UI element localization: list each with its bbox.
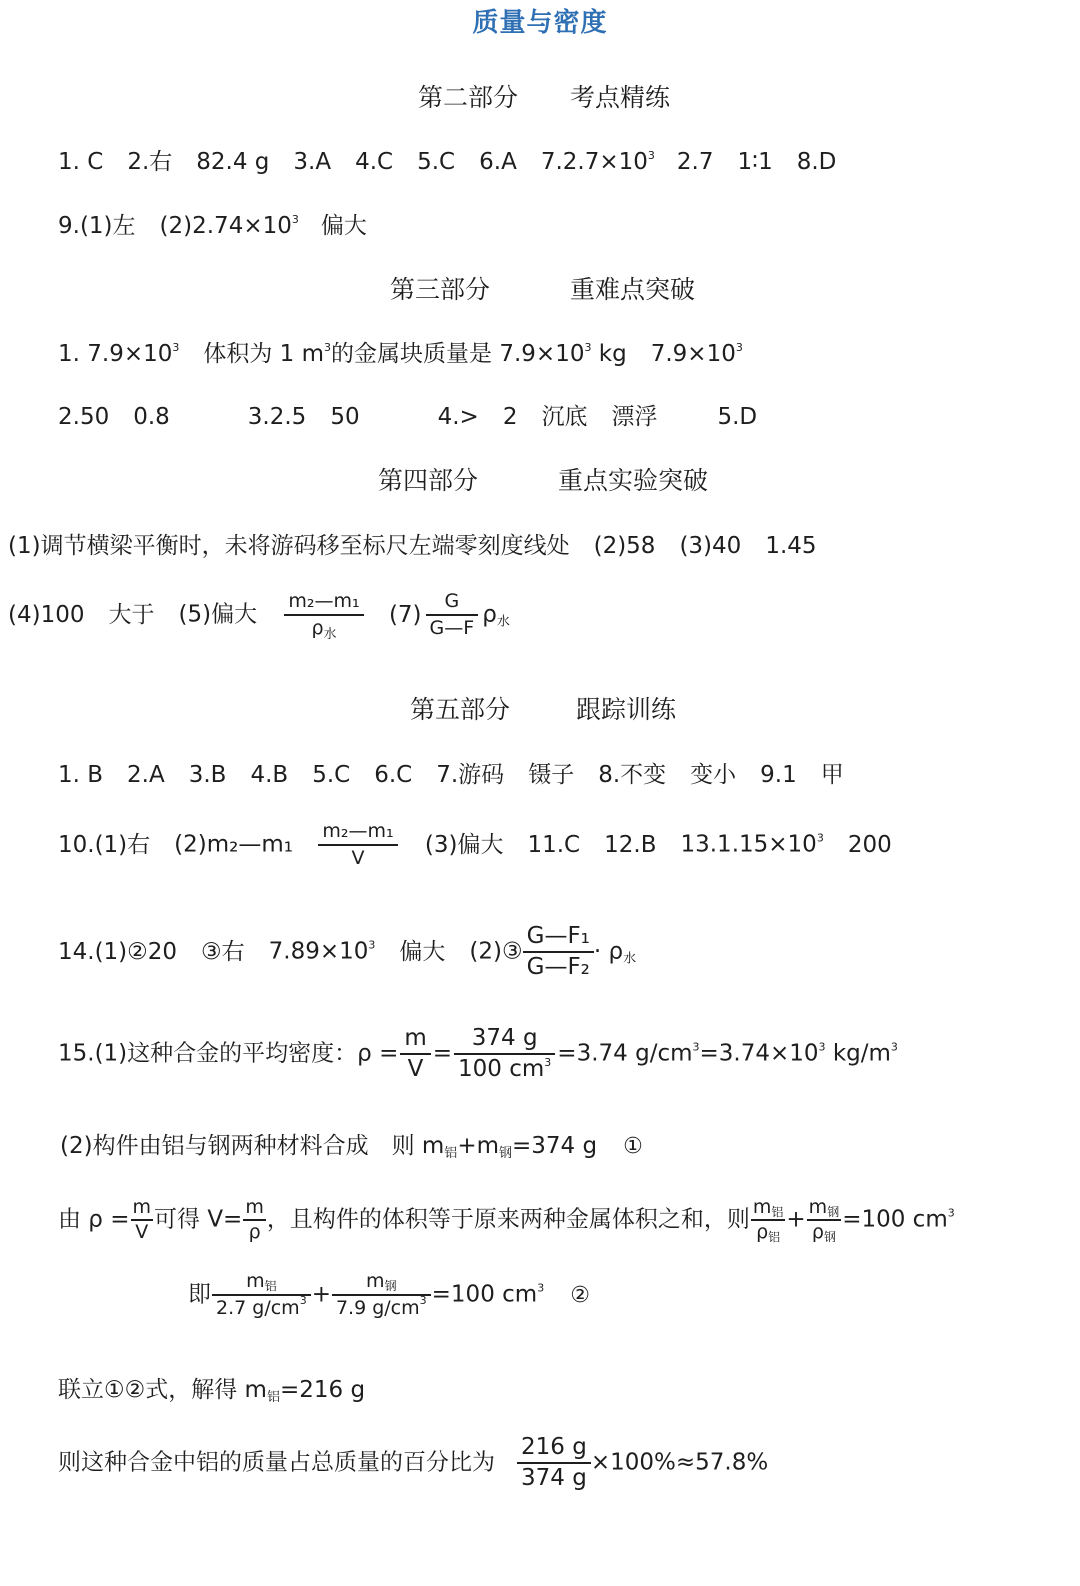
answer-item: 可得 V= — [154, 1206, 243, 1233]
answer-item: 变小 — [690, 762, 737, 788]
part4-line1 — [8, 527, 817, 560]
answer-item: 体积为 1 m — [203, 341, 325, 367]
fraction-denominator: V — [351, 847, 365, 869]
exponent: 3 — [419, 1294, 427, 1307]
answer-item: + — [786, 1206, 806, 1233]
answer-item: 漂浮 — [611, 404, 658, 430]
answer-item: (4)100 — [8, 601, 85, 628]
exponent: 3 — [324, 341, 332, 354]
q15-line6 — [58, 1436, 768, 1490]
q14-line — [58, 925, 636, 979]
fraction-denominator: ρ — [248, 1221, 261, 1243]
subscript: 铝 — [771, 1205, 784, 1219]
answer-item: 6.A — [479, 149, 517, 175]
fraction-numerator — [751, 1198, 786, 1221]
part4-line2 — [8, 590, 510, 642]
answer-item: =3.74×10 — [699, 1040, 819, 1067]
answer-item: 13.1.15×10 — [680, 831, 817, 858]
exponent: 3 — [544, 1056, 552, 1069]
denominator-text: 7.9 g/cm — [335, 1297, 420, 1319]
part2-line1 — [58, 143, 836, 176]
answer-item: (5)偏大 — [178, 601, 258, 628]
fraction — [517, 1436, 591, 1490]
fraction-denominator: V — [407, 1056, 424, 1082]
answer-item: 8.D — [796, 149, 837, 175]
answer-item: (2)m₂—m₁ — [174, 831, 294, 858]
answer-item: 由 ρ = — [58, 1206, 130, 1233]
answer-item: 15.(1)这种合金的平均密度：ρ = — [58, 1040, 399, 1067]
subscript: 铝 — [444, 1146, 458, 1161]
fraction-denominator — [212, 1296, 311, 1318]
part3-line2 — [58, 398, 757, 431]
exponent: 3 — [818, 1040, 826, 1054]
answer-item: =100 cm — [842, 1206, 948, 1233]
page-title: 质量与密度 — [472, 8, 608, 38]
denominator-text: 100 cm — [458, 1056, 545, 1082]
subscript: 水 — [323, 627, 337, 642]
fraction — [243, 1198, 266, 1242]
subscript: 钢 — [823, 1230, 836, 1244]
answer-item: 7.89×10 — [268, 938, 369, 965]
m-symbol: m — [366, 1270, 385, 1292]
fraction-denominator: 374 g — [521, 1465, 587, 1491]
answer-item: 4.> — [437, 404, 479, 430]
fraction-numerator — [212, 1272, 311, 1296]
exponent: 3 — [537, 1281, 545, 1295]
answer-item: 联立①②式，解得 m — [58, 1377, 267, 1403]
section-header-4 — [378, 461, 708, 497]
answer-item: ③右 — [201, 938, 245, 965]
exponent: 3 — [947, 1206, 955, 1220]
fraction — [454, 1027, 555, 1081]
answer-item: 7.9×10 — [650, 341, 736, 367]
fraction-denominator: G—F₂ — [526, 954, 590, 980]
q15-line3 — [58, 1198, 955, 1242]
answer-item: 1. B — [58, 762, 104, 788]
fraction — [523, 925, 594, 979]
fraction-numerator: 374 g — [454, 1027, 555, 1055]
subscript: 铝 — [266, 1390, 280, 1405]
fraction-denominator — [284, 616, 363, 642]
section-header-5 — [410, 690, 676, 726]
answer-item: 0.8 — [133, 404, 170, 430]
fraction-numerator: G—F₁ — [523, 925, 594, 953]
part5-line1 — [58, 756, 844, 789]
exponent: 3 — [647, 149, 655, 162]
answer-item: 82.4 g — [196, 149, 270, 175]
answer-item: =3.74 g/cm — [557, 1040, 693, 1067]
subscript: 铝 — [768, 1230, 781, 1244]
answer-item: =374 g — [512, 1133, 598, 1159]
answer-item: + — [311, 1281, 331, 1308]
answer-item: 1. 7.9×10 — [58, 341, 173, 367]
answer-item: 的金属块质量是 7.9×10 — [331, 341, 585, 367]
answer-item: 5.C — [417, 149, 456, 175]
answer-item: 4.B — [250, 762, 289, 788]
m-symbol: m — [752, 1196, 772, 1218]
fraction-denominator — [807, 1221, 842, 1242]
fraction — [131, 1198, 154, 1242]
exponent: 3 — [692, 1040, 700, 1054]
fraction-numerator: m — [131, 1198, 154, 1221]
fraction — [212, 1272, 311, 1318]
answer-item: 9.1 — [760, 762, 797, 788]
answer-item: 1.45 — [765, 533, 817, 559]
fraction — [807, 1198, 842, 1242]
answer-item: 200 — [847, 831, 892, 858]
answer-item: 7.游码 — [436, 762, 505, 788]
answer-item: 甲 — [820, 762, 844, 788]
answer-item: 1∶1 — [737, 149, 773, 175]
answer-item: 3.A — [293, 149, 332, 175]
section-topic: 跟踪训练 — [576, 695, 677, 724]
m-symbol: m — [246, 1270, 265, 1292]
section-name: 第五部分 — [410, 695, 511, 724]
answer-item: 10.(1)右 — [58, 831, 151, 858]
answer-item: (2)2.74×10 — [159, 213, 292, 239]
fraction-denominator: V — [135, 1221, 149, 1243]
part2-line2 — [58, 207, 367, 240]
answer-item: (2)③ — [469, 938, 523, 965]
answer-item: · ρ — [593, 938, 624, 965]
section-name: 第二部分 — [418, 83, 519, 112]
rho-symbol: ρ — [482, 601, 497, 628]
q15-line4 — [188, 1272, 590, 1318]
fraction — [332, 1272, 431, 1318]
part3-line1 — [58, 335, 743, 368]
fraction-numerator: m — [400, 1027, 430, 1055]
answer-item: =100 cm — [431, 1281, 538, 1308]
subscript: 钢 — [499, 1146, 513, 1161]
circled-number: ② — [570, 1282, 590, 1308]
q15-line2 — [60, 1127, 643, 1160]
answer-item: 即 — [188, 1281, 211, 1308]
answer-item: kg — [591, 341, 627, 367]
fraction-numerator: 216 g — [517, 1436, 591, 1464]
fraction-denominator — [751, 1221, 786, 1242]
section-topic: 重点实验突破 — [558, 466, 709, 495]
answer-item: 7.2.7×10 — [540, 149, 648, 175]
subscript: 钢 — [384, 1279, 397, 1293]
subscript: 水 — [496, 614, 510, 630]
q15-line1 — [58, 1027, 898, 1081]
answer-item: 2.50 — [58, 404, 110, 430]
answer-item: 2.7 — [676, 149, 714, 175]
fraction-numerator: m — [243, 1198, 266, 1221]
answer-item: =216 g — [279, 1377, 366, 1403]
rho-symbol: ρ — [811, 1221, 824, 1243]
answer-item: (1)调节横梁平衡时，未将游码移至标尺左端零刻度线处 — [8, 533, 570, 559]
subscript: 铝 — [264, 1279, 277, 1293]
answer-item: 则这种合金中铝的质量占总质量的百分比为 — [58, 1449, 495, 1476]
section-topic: 考点精练 — [570, 83, 671, 112]
fraction — [426, 592, 479, 638]
answer-item: 4.C — [355, 149, 394, 175]
answer-item: 5.D — [717, 404, 758, 430]
answer-item: 6.C — [374, 762, 413, 788]
m-symbol: m — [808, 1196, 828, 1218]
answer-item: 9.(1)左 — [58, 213, 136, 239]
fraction-denominator — [332, 1296, 431, 1318]
answer-item: 偏大 — [399, 938, 446, 965]
section-topic: 重难点突破 — [570, 275, 696, 304]
fraction-denominator — [454, 1055, 555, 1081]
answer-item: 3.B — [188, 762, 227, 788]
answer-item: (3)偏大 — [424, 831, 504, 858]
answer-item: ，且构件的体积等于原来两种金属体积之和，则 — [266, 1206, 750, 1233]
fraction — [284, 590, 363, 642]
fraction — [751, 1198, 786, 1242]
exponent: 3 — [172, 341, 180, 354]
fraction-numerator — [807, 1198, 842, 1221]
answer-item: 3.2.5 — [247, 404, 307, 430]
answer-item: 5.C — [312, 762, 351, 788]
fraction-denominator: G—F — [429, 617, 475, 639]
exponent: 3 — [816, 831, 824, 845]
answer-item: +m — [457, 1133, 499, 1159]
exponent: 3 — [291, 213, 299, 226]
q10-line — [58, 822, 892, 868]
subscript: 钢 — [827, 1205, 840, 1219]
rho-symbol: ρ — [311, 617, 324, 639]
answer-item: 8.不变 — [598, 762, 667, 788]
fraction — [400, 1027, 430, 1081]
exponent: 3 — [368, 938, 376, 952]
fraction-numerator: m₂—m₁ — [284, 592, 363, 616]
answer-item: 2.右 — [127, 149, 173, 175]
circled-number: ① — [623, 1134, 643, 1159]
exponent: 3 — [890, 1040, 898, 1054]
answer-item: (2)58 — [593, 533, 656, 559]
answer-item: (2)构件由铝与钢两种材料合成 则 m — [60, 1133, 445, 1159]
section-name: 第四部分 — [378, 466, 479, 495]
answer-item: (3)40 — [679, 533, 742, 559]
fraction — [318, 822, 397, 868]
section-header-3 — [390, 270, 695, 306]
answer-item: 镊子 — [528, 762, 575, 788]
answer-item: 14.(1)②20 — [58, 938, 178, 965]
section-name: 第三部分 — [390, 275, 491, 304]
section-header-2 — [418, 78, 670, 114]
fraction-numerator: G — [426, 592, 479, 616]
exponent: 3 — [735, 341, 743, 354]
answer-item: kg/m — [825, 1040, 891, 1067]
answer-item: 2 — [502, 404, 518, 430]
answer-item: 50 — [330, 404, 360, 430]
answer-item: (7) — [388, 601, 422, 628]
answer-item: ×100%≈57.8% — [590, 1449, 769, 1476]
subscript: 水 — [623, 951, 637, 967]
answer-item: 11.C — [527, 831, 581, 858]
exponent: 3 — [584, 341, 592, 354]
q15-line5 — [58, 1371, 365, 1404]
answer-item: 12.B — [604, 831, 657, 858]
answer-item: 偏大 — [320, 213, 367, 239]
answer-item: 1. C — [58, 149, 104, 175]
fraction-numerator: m₂—m₁ — [318, 822, 397, 846]
rho-symbol: ρ — [756, 1221, 769, 1243]
answer-item: 大于 — [108, 601, 155, 628]
answer-item: 沉底 — [541, 404, 588, 430]
denominator-text: 2.7 g/cm — [216, 1297, 300, 1319]
answer-item: = — [432, 1040, 453, 1067]
fraction-numerator — [332, 1272, 431, 1296]
answer-item: 2.A — [127, 762, 165, 788]
exponent: 3 — [299, 1294, 307, 1307]
